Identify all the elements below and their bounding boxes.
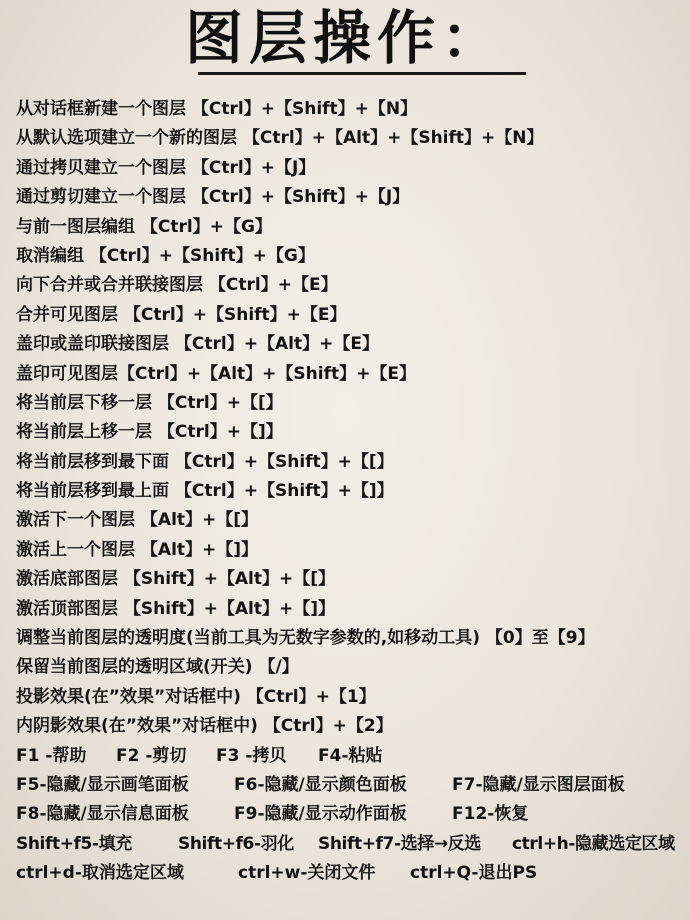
shortcut-line: 激活顶部图层 【Shift】+【Alt】+【]】	[16, 598, 335, 619]
function-key-row	[16, 742, 690, 771]
function-key-item: F8-隐藏/显示信息面板	[16, 804, 189, 825]
shortcut-line: 通过剪切建立一个图层 【Ctrl】+【Shift】+【J】	[16, 187, 410, 208]
shortcut-line: 内阴影效果(在”效果”对话框中) 【Ctrl】+【2】	[16, 716, 393, 737]
function-key-item: ctrl+w-关闭文件	[238, 863, 376, 884]
function-key-row	[16, 830, 690, 859]
function-key-row	[16, 800, 690, 829]
function-key-item: ctrl+h-隐藏选定区域	[512, 833, 675, 854]
shortcut-line: 向下合并或合并联接图层 【Ctrl】+【E】	[16, 275, 338, 296]
shortcut-line: 合并可见图层 【Ctrl】+【Shift】+【E】	[16, 304, 347, 325]
function-key-list	[16, 742, 690, 889]
shortcut-line: 激活底部图层 【Shift】+【Alt】+【[】	[16, 569, 335, 590]
function-key-item: ctrl+d-取消选定区域	[16, 863, 184, 884]
function-key-item: Shift+f6-羽化	[178, 833, 294, 854]
function-key-item: F1 -帮助	[16, 745, 87, 766]
function-key-item: F7-隐藏/显示图层面板	[452, 774, 625, 795]
shortcut-line: 盖印可见图层【Ctrl】+【Alt】+【Shift】+【E】	[16, 363, 416, 384]
shortcut-line: 将当前层移到最下面 【Ctrl】+【Shift】+【[】	[16, 451, 394, 472]
function-key-item: F12-恢复	[452, 804, 529, 825]
function-key-item: F5-隐藏/显示画笔面板	[16, 774, 189, 795]
shortcut-line: 将当前层上移一层 【Ctrl】+【]】	[16, 422, 283, 443]
function-key-item: ctrl+Q-退出PS	[410, 863, 538, 884]
shortcut-list	[16, 95, 690, 889]
function-key-item: F4-粘贴	[318, 745, 383, 766]
shortcut-line: 激活下一个图层 【Alt】+【[】	[16, 510, 259, 531]
shortcut-line: 投影效果(在”效果”对话框中) 【Ctrl】+【1】	[16, 686, 376, 707]
function-key-row	[16, 771, 690, 800]
function-key-item: F3 -拷贝	[216, 745, 287, 766]
shortcut-line: 与前一图层编组 【Ctrl】+【G】	[16, 216, 272, 237]
shortcut-line: 取消编组 【Ctrl】+【Shift】+【G】	[16, 245, 315, 266]
shortcut-line: 保留当前图层的透明区域(开关) 【/】	[16, 657, 299, 678]
shortcut-line: 从对话框新建一个图层 【Ctrl】+【Shift】+【N】	[16, 99, 418, 119]
shortcut-line: 通过拷贝建立一个图层 【Ctrl】+【J】	[16, 157, 316, 178]
title-underline	[198, 72, 526, 75]
shortcut-line: 将当前层下移一层 【Ctrl】+【[】	[16, 392, 283, 413]
shortcut-line: 激活上一个图层 【Alt】+【]】	[16, 539, 259, 560]
shortcut-line: 调整当前图层的透明度(当前工具为无数字参数的,如移动工具) 【0】至【9】	[16, 628, 595, 649]
function-key-item: F6-隐藏/显示颜色面板	[234, 774, 407, 795]
function-key-row	[16, 859, 690, 888]
function-key-item: F9-隐藏/显示动作面板	[234, 804, 407, 825]
function-key-item: Shift+f7-选择→反选	[318, 833, 481, 854]
shortcut-line: 从默认选项建立一个新的图层 【Ctrl】+【Alt】+【Shift】+【N】	[16, 128, 544, 149]
function-key-item: Shift+f5-填充	[16, 833, 132, 854]
shortcut-line: 盖印或盖印联接图层 【Ctrl】+【Alt】+【E】	[16, 334, 379, 355]
shortcut-line: 将当前层移到最上面 【Ctrl】+【Shift】+【]】	[16, 481, 394, 502]
function-key-item: F2 -剪切	[116, 745, 187, 766]
page-title: 图层操作：	[184, 4, 505, 72]
